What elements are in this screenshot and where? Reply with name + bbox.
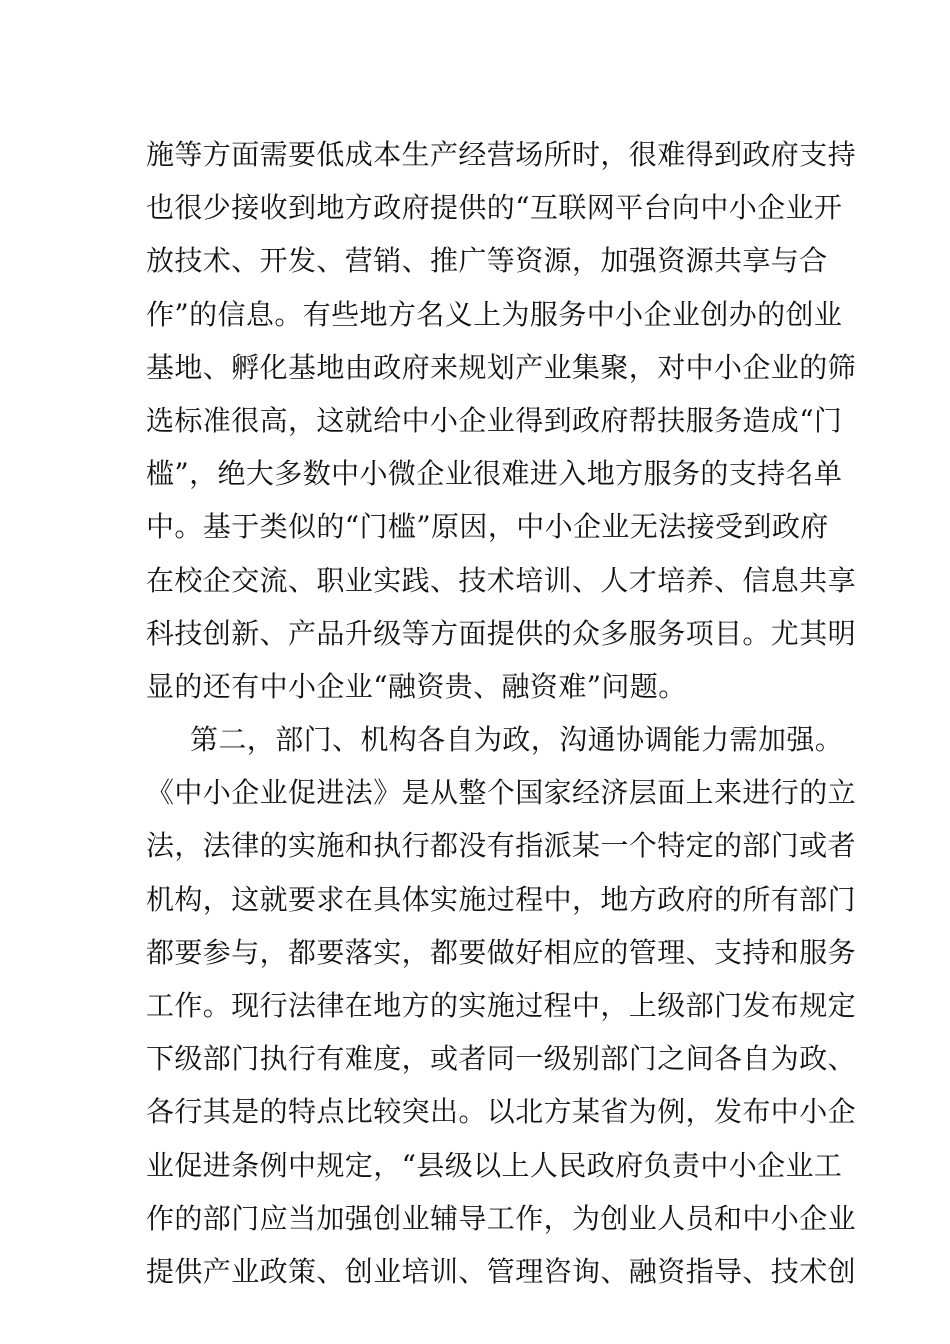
- body-text: [146, 128, 857, 1298]
- text-line: 中。基于类似的“门槛”原因，中小企业无法接受到政府: [146, 510, 829, 544]
- text-line: 下级部门执行有难度，或者同一级别部门之间各自为政、: [146, 1042, 857, 1076]
- text-line: 也很少接收到地方政府提供的“互联网平台向中小企业开: [146, 191, 843, 225]
- text-line: 法，法律的实施和执行都没有指派某一个特定的部门或者: [146, 829, 857, 863]
- text-line: 施等方面需要低成本生产经营场所时，很难得到政府支持: [146, 138, 857, 171]
- text-line: 选标准很高，这就给中小企业得到政府帮扶服务造成“门: [146, 403, 843, 437]
- text-line: 显的还有中小企业“融资贵、融资难”问题。: [146, 669, 687, 703]
- text-line: 提供产业政策、创业培训、管理咨询、融资指导、技术创: [146, 1254, 857, 1288]
- text-line: 各行其是的特点比较突出。以北方某省为例，发布中小企: [146, 1095, 857, 1129]
- text-line: 作的部门应当加强创业辅导工作，为创业人员和中小企业: [146, 1201, 857, 1235]
- text-line: 机构，这就要求在具体实施过程中，地方政府的所有部门: [146, 882, 857, 916]
- text-line: 《中小企业促进法》是从整个国家经济层面上来进行的立: [146, 776, 857, 810]
- text-line: 工作。现行法律在地方的实施过程中，上级部门发布规定: [146, 989, 857, 1022]
- text-line: 放技术、开发、营销、推广等资源，加强资源共享与合: [146, 244, 828, 278]
- paragraph-start-line: 第二，部门、机构各自为政，沟通协调能力需加强。: [190, 723, 844, 757]
- text-line: 基地、孵化基地由政府来规划产业集聚，对中小企业的筛: [146, 350, 857, 384]
- text-line: 科技创新、产品升级等方面提供的众多服务项目。尤其明: [146, 616, 857, 650]
- text-line: 在校企交流、职业实践、技术培训、人才培养、信息共享: [146, 563, 857, 597]
- text-line: 都要参与，都要落实，都要做好相应的管理、支持和服务: [146, 935, 857, 969]
- text-line: 业促进条例中规定，“县级以上人民政府负责中小企业工: [146, 1148, 843, 1182]
- text-line: 作”的信息。有些地方名义上为服务中小企业创办的创业: [146, 297, 843, 331]
- text-line: 槛”，绝大多数中小微企业很难进入地方服务的支持名单: [146, 457, 843, 491]
